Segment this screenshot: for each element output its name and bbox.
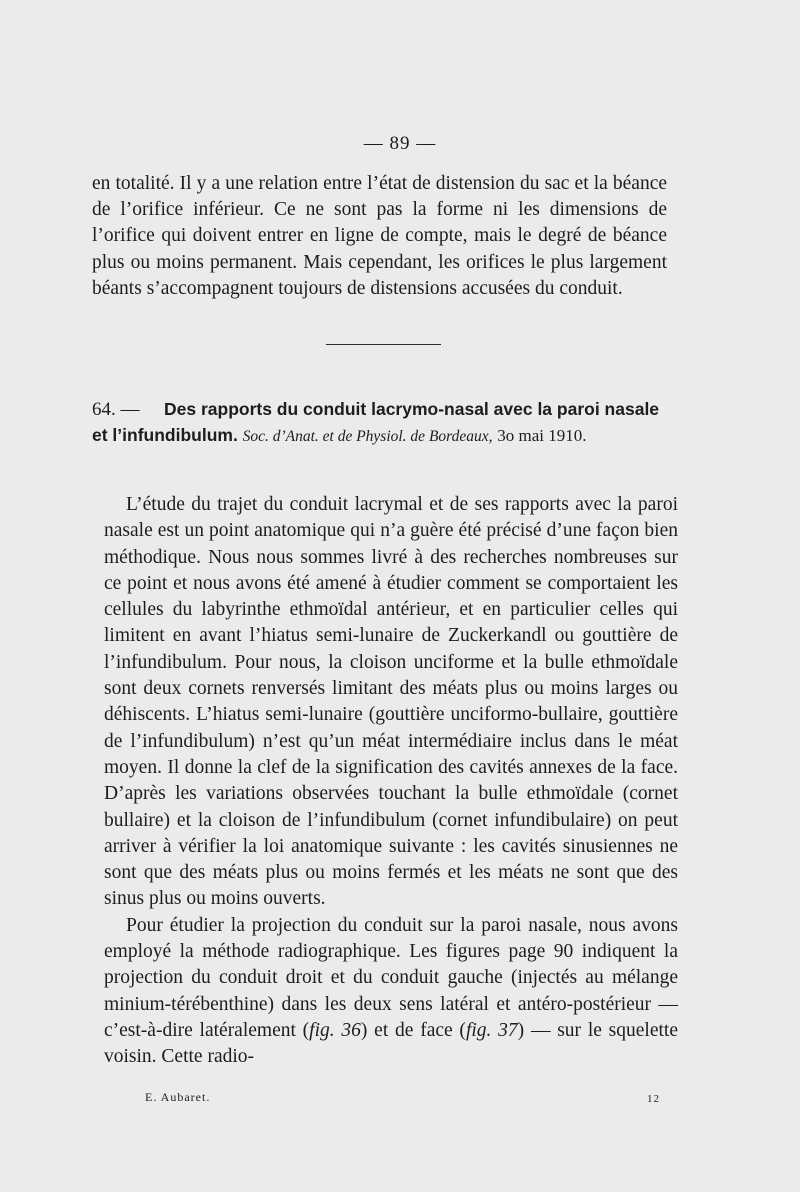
entry-source: Soc. d’Anat. et de Physiol. de Bordeaux,	[242, 427, 493, 445]
bibliography-entry	[92, 397, 676, 449]
body-text	[104, 492, 678, 1071]
entry-title: Des rapports du conduit lacrymo-nasal avec la paroi nasale et l’infundibulum.	[92, 399, 660, 445]
section-divider	[326, 344, 441, 345]
figure-reference-37: fig. 37	[465, 1019, 518, 1041]
body-paragraph-2-text-a: Pour étudier la projection du conduit sur la paroi nasale, nous avons employé la méthode radiographique. Les figures page 90 indiquent la projection du conduit droit et du conduit gauche (injectés au mélange minium-térébenthine) dans les deux sens latéral et antéro-postérieur — c’est-à-dire latéralement (	[104, 914, 678, 1041]
body-paragraph-2-text-b: ) et de face (	[360, 1019, 466, 1041]
body-paragraph-2-text-c: ) — sur le squelette voisin. Cette radio-	[104, 1019, 678, 1068]
footer-signature: E. Aubaret.	[145, 1090, 211, 1104]
figure-reference-36: fig. 36	[309, 1019, 361, 1041]
top-paragraph: en totalité. Il y a une relation entre l’état de distension du sac et la béance de l’orifice inférieur. Ce ne sont pas la forme ni les dimensions de l’orifice qui doivent entrer en ligne de compte, mais le degré de béance plus ou moins permanent. Mais cependant, les orifices le plus largement béants s’accompagnent toujours de distensions accusées du conduit.	[92, 173, 667, 299]
page-number: — 89 —	[363, 133, 437, 154]
entry-date: 3o mai 1910.	[497, 425, 587, 445]
entry-number: 64. —	[92, 399, 140, 420]
body-paragraph-1: L’étude du trajet du conduit lacrymal et de ses rapports avec la paroi nasale est un point anatomique qui n’a guère été précisé d’une façon bien méthodique. Nous nous sommes livré à des recherches nombreuses sur ce point et nous avons été amené à étudier comment se comportaient les cellules du labyrinthe ethmoïdal antérieur, et en particulier celles qui limitent en avant l’hiatus semi-lunaire de Zuckerkandl ou gouttière de l’infundibulum. Pour nous, la cloison unciforme et la bulle ethmoïdale sont deux cornets renversés limitant des méats plus ou moins larges ou déhiscents. L’hiatus semi-lunaire (gouttière unciformo-bullaire, gouttière de l’infundibulum) n’est qu’un méat intermédiaire inclus dans le méat moyen. Il donne la clef de la signification des cavités annexes de la face. D’après les variations observées touchant la bulle ethmoïdale (cornet bullaire) et la cloison de l’infundibulum (cornet infundibulaire) on peut arriver à vérifier la loi anatomique suivante : les cavités sinusiennes ne sont que des méats plus ou moins fermés et les méats ne sont que des sinus plus ou moins ouverts.	[104, 494, 678, 910]
body-paragraph-2	[104, 913, 678, 1071]
footer-sheet-number: 12	[647, 1093, 660, 1105]
